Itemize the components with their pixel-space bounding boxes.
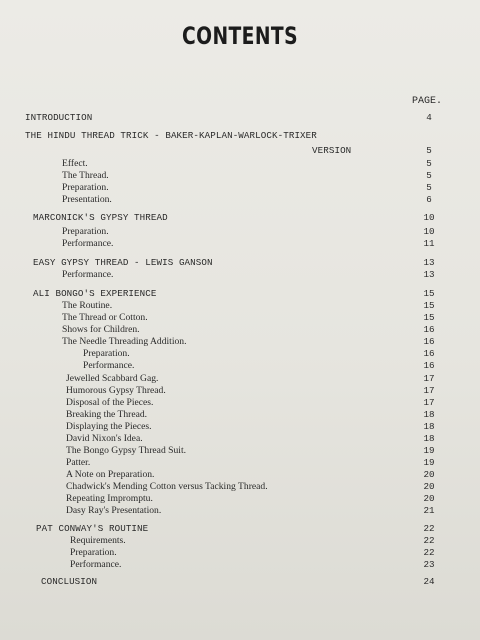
toc-page-number: 16: [423, 348, 435, 359]
toc-entry: [0, 212, 480, 224]
toc-subentry-title: David Nixon's Idea.: [66, 433, 143, 444]
toc-page-number: 13: [423, 257, 435, 268]
toc-page-number: 15: [423, 312, 435, 323]
toc-subentry-title: Presentation.: [62, 194, 112, 205]
toc-subentry-title: Performance.: [62, 269, 114, 280]
toc-page-number: 19: [423, 457, 435, 468]
toc-page-number: 11: [423, 238, 435, 249]
toc-page-number: 22: [423, 547, 435, 558]
toc-subentry-title: Patter.: [66, 457, 91, 468]
toc-page-number: 5: [426, 158, 432, 169]
toc-page-number: 17: [423, 397, 435, 408]
toc-subentry-title: Preparation.: [70, 547, 117, 558]
toc-section-title: ALI BONGO'S EXPERIENCE: [33, 288, 157, 299]
toc-section-title: MARCONICK'S GYPSY THREAD: [33, 212, 168, 223]
toc-subentry-title: Effect.: [62, 158, 88, 169]
toc-subentry-title: Shows for Children.: [62, 324, 140, 335]
toc-page-number: 23: [423, 559, 435, 570]
toc-entry: [0, 505, 480, 517]
toc-section-title: EASY GYPSY THREAD - LEWIS GANSON: [33, 257, 213, 268]
toc-entry: [0, 469, 480, 481]
toc-entry: [0, 324, 480, 336]
toc-entry: [0, 336, 480, 348]
toc-page-number: 22: [423, 535, 435, 546]
toc-page-number: 5: [426, 145, 432, 156]
toc-page-number: 18: [423, 421, 435, 432]
toc-entry: [0, 421, 480, 433]
toc-subentry-title: Chadwick's Mending Cotton versus Tacking Thread.: [66, 481, 268, 492]
toc-page-number: 17: [423, 385, 435, 396]
toc-section-title: CONCLUSION: [41, 576, 98, 587]
toc-entry: [0, 481, 480, 493]
toc-entry: [0, 559, 480, 571]
toc-subentry-title: Dasy Ray's Presentation.: [66, 505, 162, 516]
toc-entry: [0, 385, 480, 397]
page-title: CONTENTS: [182, 22, 298, 50]
toc-section-title: VERSION: [312, 145, 352, 156]
toc-entry: [0, 194, 480, 206]
toc-section-title: THE HINDU THREAD TRICK - BAKER-KAPLAN-WARLOCK-TRIXER: [25, 130, 317, 141]
toc-entry: [0, 457, 480, 469]
toc-page-number: 10: [423, 212, 435, 223]
toc-entry: [0, 288, 480, 300]
toc-page-number: 20: [423, 469, 435, 480]
toc-page-number: 10: [423, 226, 435, 237]
toc-entry: [0, 373, 480, 385]
toc-page-number: 18: [423, 433, 435, 444]
toc-page-number: 17: [423, 373, 435, 384]
toc-entry: [0, 158, 480, 170]
toc-page-number: 4: [426, 112, 432, 123]
toc-subentry-title: Repeating Impromptu.: [66, 493, 153, 504]
toc-subentry-title: The Bongo Gypsy Thread Suit.: [66, 445, 187, 456]
toc-page-number: 15: [423, 300, 435, 311]
toc-entry: [0, 445, 480, 457]
toc-section-title: INTRODUCTION: [25, 112, 93, 123]
toc-page-number: 6: [426, 194, 432, 205]
toc-entry: [0, 493, 480, 505]
toc-entry: [0, 145, 480, 157]
toc-page-number: 20: [423, 493, 435, 504]
toc-subentry-title: Humorous Gypsy Thread.: [66, 385, 166, 396]
toc-page-number: 13: [423, 269, 435, 280]
toc-section-title: PAT CONWAY'S ROUTINE: [36, 523, 149, 534]
toc-subentry-title: Displaying the Pieces.: [66, 421, 152, 432]
toc-entry: [0, 312, 480, 324]
toc-subentry-title: The Thread or Cotton.: [62, 312, 148, 323]
toc-entry: [0, 360, 480, 372]
toc-entry: [0, 170, 480, 182]
toc-entry: [0, 547, 480, 559]
toc-page-number: 21: [423, 505, 435, 516]
toc-subentry-title: A Note on Preparation.: [66, 469, 155, 480]
toc-entry: [0, 523, 480, 535]
toc-page-number: 19: [423, 445, 435, 456]
toc-subentry-title: The Thread.: [62, 170, 109, 181]
toc-page-number: 22: [423, 523, 435, 534]
toc-subentry-title: Preparation.: [62, 182, 109, 193]
toc-entry: [0, 226, 480, 238]
toc-entry: [0, 409, 480, 421]
page-column-header: PAGE.: [412, 96, 443, 107]
toc-page-number: 16: [423, 324, 435, 335]
toc-page-number: 16: [423, 360, 435, 371]
toc-page-number: 18: [423, 409, 435, 420]
toc-subentry-title: Requirements.: [70, 535, 126, 546]
toc-entry: [0, 112, 480, 124]
toc-entry: [0, 300, 480, 312]
toc-entry: [0, 348, 480, 360]
toc-entry: [0, 576, 480, 588]
toc-subentry-title: The Needle Threading Addition.: [62, 336, 187, 347]
toc-entry: [0, 433, 480, 445]
toc-page-number: 15: [423, 288, 435, 299]
toc-entry: [0, 397, 480, 409]
toc-page-number: 20: [423, 481, 435, 492]
toc-page-number: 5: [426, 182, 432, 193]
toc-entry: [0, 257, 480, 269]
toc-entry: [0, 182, 480, 194]
toc-subentry-title: Performance.: [62, 238, 114, 249]
toc-subentry-title: Jewelled Scabbard Gag.: [66, 373, 159, 384]
toc-subentry-title: Disposal of the Pieces.: [66, 397, 154, 408]
toc-subentry-title: Preparation.: [62, 226, 109, 237]
toc-subentry-title: Performance.: [70, 559, 122, 570]
toc-subentry-title: Performance.: [83, 360, 135, 371]
toc-entry: [0, 238, 480, 250]
toc-subentry-title: Preparation.: [83, 348, 130, 359]
toc-subentry-title: Breaking the Thread.: [66, 409, 148, 420]
toc-entry: [0, 535, 480, 547]
toc-page-number: 5: [426, 170, 432, 181]
toc-subentry-title: The Routine.: [62, 300, 113, 311]
toc-entry: [0, 130, 480, 142]
toc-page-number: 16: [423, 336, 435, 347]
toc-page-number: 24: [423, 576, 435, 587]
toc-entry: [0, 269, 480, 281]
